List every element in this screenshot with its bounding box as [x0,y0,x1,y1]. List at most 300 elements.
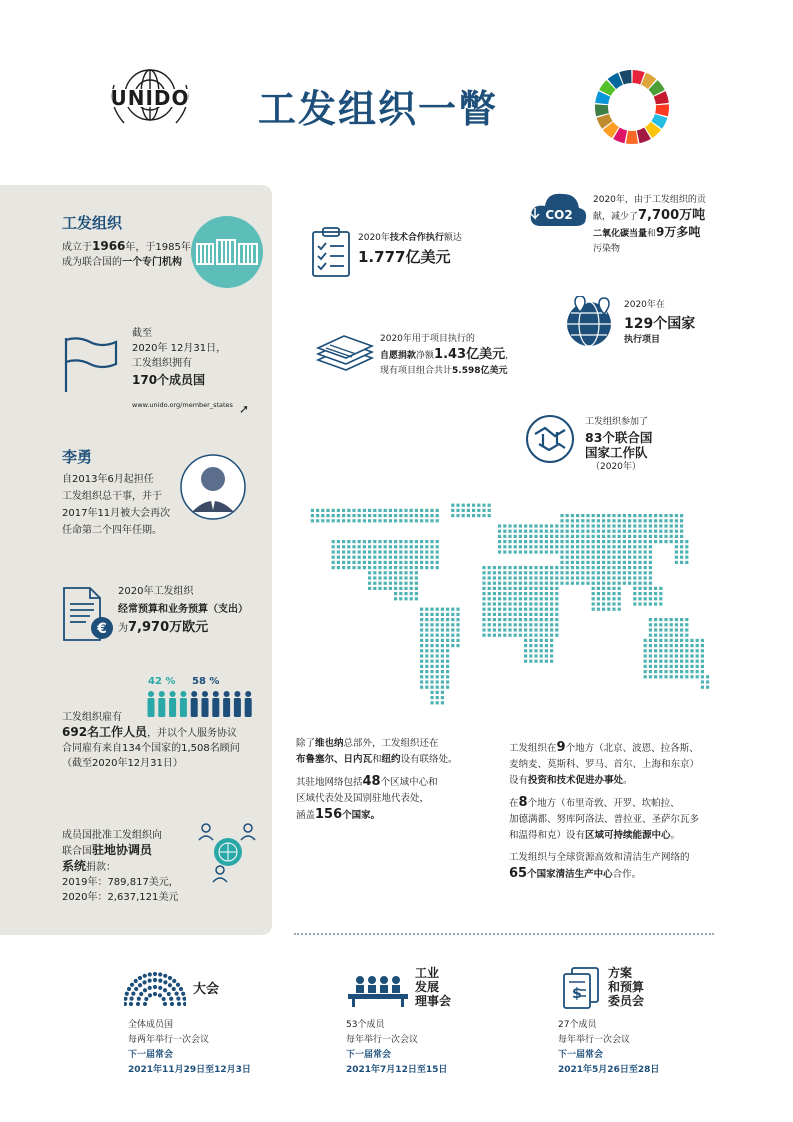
map-dot [623,519,626,522]
map-dot [394,519,397,522]
map-dot [623,566,626,569]
map-dot [550,550,553,553]
map-dot [664,634,667,637]
map-dot [436,670,439,673]
seat-dot [136,1002,140,1006]
map-dot [404,556,407,559]
map-dot [534,592,537,595]
map-dot [685,665,688,668]
map-dot [394,514,397,517]
map-dot [534,550,537,553]
map-dot [529,582,532,585]
seat-dot [148,972,152,976]
map-dot [368,509,371,512]
map-dot [602,587,605,590]
map-dot [597,571,600,574]
map-dot [664,514,667,517]
map-dot [316,514,319,517]
map-dot [701,670,704,673]
map-dot [436,660,439,663]
seat-dot [143,1002,147,1006]
map-dot [498,530,501,533]
map-dot [685,675,688,678]
map-dot [664,618,667,621]
map-dot [524,613,527,616]
map-dot [685,649,688,652]
map-dot [534,608,537,611]
map-dot [628,556,631,559]
map-dot [420,670,423,673]
map-dot [654,644,657,647]
seat-dot [134,987,138,991]
map-dot [430,628,433,631]
map-dot [420,675,423,678]
staff-male-pct: 58 % [192,676,220,687]
map-dot [670,524,673,527]
seat-dot [158,986,162,990]
map-dot [602,597,605,600]
map-dot [425,519,428,522]
map-dot [690,675,693,678]
map-dot [373,556,376,559]
map-dot [586,561,589,564]
map-dot [498,597,501,600]
map-dot [352,545,355,548]
map-dot [430,545,433,548]
map-dot [415,561,418,564]
map-dot [456,504,459,507]
map-dot [701,654,704,657]
map-dot [545,566,548,569]
map-dot [612,566,615,569]
map-dot [358,566,361,569]
map-dot [508,592,511,595]
map-dot [612,597,615,600]
map-dot [529,634,532,637]
map-dot [503,571,506,574]
map-dot [519,566,522,569]
map-dot [347,556,350,559]
map-dot [399,540,402,543]
map-dot [675,524,678,527]
map-dot [436,665,439,668]
map-dot [332,519,335,522]
map-dot [685,639,688,642]
map-dot [347,550,350,553]
map-dot [415,582,418,585]
map-dot [555,571,558,574]
map-dot [404,545,407,548]
map-dot [337,519,340,522]
map-dot [425,540,428,543]
map-dot [394,571,397,574]
handshake-circle-icon [525,414,575,464]
map-dot [675,628,678,631]
map-dot [462,514,465,517]
map-dot [399,592,402,595]
map-dot [706,675,709,678]
map-dot [597,530,600,533]
map-dot [664,628,667,631]
map-dot [488,514,491,517]
map-dot [550,530,553,533]
map-dot [389,561,392,564]
seat-dot [172,987,176,991]
map-dot [358,519,361,522]
map-dot [612,571,615,574]
map-dot [576,566,579,569]
map-dot [410,545,413,548]
map-dot [628,571,631,574]
map-dot [607,582,610,585]
map-dot [498,540,501,543]
map-dot [332,509,335,512]
map-dot [618,566,621,569]
map-dot [566,566,569,569]
map-dot [534,613,537,616]
map-dot [534,649,537,652]
map-dot [399,514,402,517]
map-dot [581,524,584,527]
map-dot [425,665,428,668]
map-dot [430,550,433,553]
map-dot [685,634,688,637]
map-dot [659,628,662,631]
map-dot [430,686,433,689]
map-dot [555,618,558,621]
map-dot [701,675,704,678]
map-dot [555,587,558,590]
map-dot [430,680,433,683]
map-dot [514,524,517,527]
map-dot [696,675,699,678]
map-dot [534,660,537,663]
map-dot [540,540,543,543]
map-dot [644,602,647,605]
map-dot [540,576,543,579]
map-dot [670,654,673,657]
map-dot [685,540,688,543]
map-dot [373,582,376,585]
map-dot [540,654,543,657]
map-dot [628,566,631,569]
map-dot [441,701,444,704]
member-states-link[interactable]: www.unido.org/member_states [132,401,233,409]
map-dot [576,530,579,533]
map-dot [378,576,381,579]
seat-dot [163,980,167,984]
map-dot [586,550,589,553]
map-dot [644,576,647,579]
map-dot [560,530,563,533]
map-dot [404,592,407,595]
map-dot [592,602,595,605]
map-dot [514,530,517,533]
map-dot [472,509,475,512]
map-dot [586,519,589,522]
map-dot [425,509,428,512]
map-dot [597,608,600,611]
map-dot [399,582,402,585]
map-dot [644,582,647,585]
map-dot [602,576,605,579]
map-dot [311,519,314,522]
map-dot [363,540,366,543]
map-dot [701,680,704,683]
map-dot [384,576,387,579]
map-dot [602,524,605,527]
map-dot [654,665,657,668]
map-dot [456,644,459,647]
map-dot [441,608,444,611]
map-dot [430,639,433,642]
map-dot [638,582,641,585]
map-dot [311,514,314,517]
seat-dot [162,997,166,1001]
map-dot [644,675,647,678]
seat-dot [153,985,157,989]
map-dot [633,530,636,533]
map-dot [633,597,636,600]
seat-dot [148,993,152,997]
map-dot [316,519,319,522]
map-dot [436,540,439,543]
map-dot [633,524,636,527]
map-dot [670,675,673,678]
map-dot [571,524,574,527]
map-dot [560,566,563,569]
map-dot [597,597,600,600]
map-dot [337,566,340,569]
map-dot [420,618,423,621]
map-dot [389,519,392,522]
map-dot [482,613,485,616]
map-dot [394,582,397,585]
map-dot [586,582,589,585]
map-dot [649,524,652,527]
map-dot [441,675,444,678]
map-dot [493,623,496,626]
map-dot [342,550,345,553]
map-dot [415,576,418,579]
map-dot [519,597,522,600]
map-dot [644,592,647,595]
map-dot [389,556,392,559]
map-dot [550,582,553,585]
seat-dot [125,992,129,996]
map-dot [529,660,532,663]
map-dot [696,670,699,673]
seat-dot [175,991,179,995]
map-dot [389,571,392,574]
map-dot [664,524,667,527]
map-dot [680,524,683,527]
map-dot [498,576,501,579]
map-dot [529,530,532,533]
map-dot [654,530,657,533]
map-dot [456,613,459,616]
map-dot [420,654,423,657]
map-dot [524,524,527,527]
map-dot [415,587,418,590]
map-dot [670,649,673,652]
sdg-segment [626,131,638,144]
map-dot [451,639,454,642]
map-dot [493,634,496,637]
map-dot [545,654,548,657]
map-dot [482,618,485,621]
map-dot [633,514,636,517]
map-dot [685,550,688,553]
map-dot [534,602,537,605]
map-dot [394,540,397,543]
map-dot [602,519,605,522]
map-dot [633,556,636,559]
dg-block [62,446,182,539]
map-dot [519,582,522,585]
map-dot [410,514,413,517]
map-dot [675,561,678,564]
map-dot [399,587,402,590]
map-dot [508,535,511,538]
map-dot [503,618,506,621]
map-dot [649,556,652,559]
map-dot [607,556,610,559]
map-dot [508,550,511,553]
map-dot [342,545,345,548]
map-dot [347,514,350,517]
map-dot [467,504,470,507]
map-dot [644,530,647,533]
map-dot [560,519,563,522]
map-dot [337,550,340,553]
map-dot [368,519,371,522]
map-dot [519,608,522,611]
map-dot [545,649,548,652]
map-dot [462,504,465,507]
map-dot [503,613,506,616]
map-dot [654,634,657,637]
map-dot [368,566,371,569]
map-dot [696,639,699,642]
map-dot [524,602,527,605]
map-dot [373,561,376,564]
map-dot [664,623,667,626]
seat-dot [143,988,147,992]
map-dot [488,597,491,600]
map-dot [638,576,641,579]
map-dot [607,608,610,611]
map-dot [675,670,678,673]
map-dot [508,545,511,548]
map-dot [534,545,537,548]
map-dot [514,587,517,590]
map-dot [654,540,657,543]
map-dot [508,597,511,600]
map-dot [545,545,548,548]
budget-block [118,584,273,636]
flag-icon [62,334,122,394]
seat-dot [158,993,162,997]
map-dot [415,592,418,595]
map-dot [503,540,506,543]
map-dot [560,561,563,564]
map-dot [706,686,709,689]
map-dot [664,660,667,663]
section-divider [294,933,714,935]
map-dot [555,550,558,553]
map-dot [519,571,522,574]
map-dot [670,514,673,517]
map-dot [394,550,397,553]
map-dot [358,545,361,548]
map-dot [633,550,636,553]
map-dot [566,561,569,564]
page-title: 工发组织一瞥 [258,87,499,131]
seat-dot [130,997,134,1001]
map-dot [638,571,641,574]
map-dot [404,550,407,553]
map-dot [586,540,589,543]
map-dot [644,550,647,553]
map-dot [482,587,485,590]
map-dot [436,634,439,637]
map-dot [675,556,678,559]
map-dot [352,550,355,553]
map-dot [659,519,662,522]
map-dot [389,587,392,590]
map-dot [498,592,501,595]
members-line-3: 工发组织拥有 [132,358,192,369]
map-dot [368,576,371,579]
map-dot [654,618,657,621]
map-dot [316,509,319,512]
map-dot [378,582,381,585]
map-dot [649,540,652,543]
map-dot [514,550,517,553]
map-dot [410,550,413,553]
seat-dot [138,983,142,987]
seat-dot [182,997,186,1001]
map-dot [550,535,553,538]
map-dot [540,592,543,595]
body-3-details: 27个成员 每年举行一次会议 下一届常会 2021年5月26日至28日 [558,1020,660,1075]
map-dot [581,530,584,533]
map-dot [690,639,693,642]
map-dot [373,540,376,543]
map-dot [701,665,704,668]
map-dot [488,623,491,626]
map-dot [592,545,595,548]
map-dot [649,644,652,647]
map-dot [425,623,428,626]
map-dot [628,519,631,522]
map-dot [659,649,662,652]
map-dot [592,550,595,553]
map-dot [441,613,444,616]
map-dot [534,576,537,579]
map-dot [488,628,491,631]
map-dot [415,597,418,600]
map-dot [540,634,543,637]
map-dot [436,680,439,683]
map-dot [612,608,615,611]
map-dot [602,530,605,533]
un-teams-block: 工发组织参加了 83个联合国 国家工作队 （2020年） [585,417,653,472]
map-dot [659,670,662,673]
map-dot [451,514,454,517]
map-dot [410,582,413,585]
